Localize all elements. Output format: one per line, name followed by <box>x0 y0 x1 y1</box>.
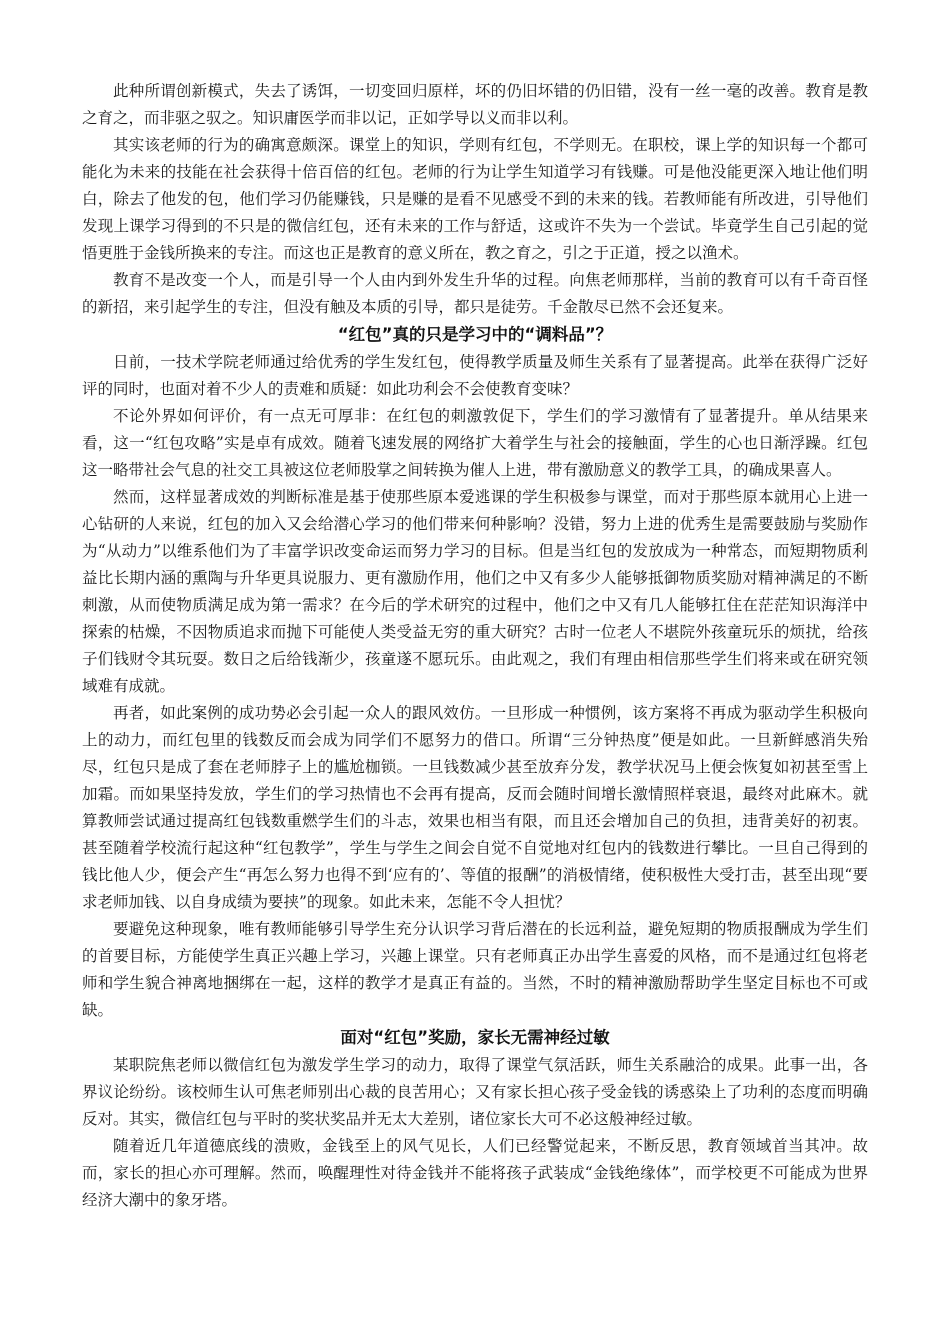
paragraph: 其实该老师的行为的确寓意颇深。课堂上的知识，学则有红包，不学则无。在职校，课上学的知识每一个都可能化为未来的技能在社会获得十倍百倍的红包。老师的行为让学生知道学习有钱赚。可是他没能更深入地让他们明白，除去了他发的包，他们学习仍能赚钱，只是赚的是看不见感受不到的未来的钱。若教师能有所改进，引导他们发现上课学习得到的不只是的微信红包，还有未来的工作与舒适，这或许不失为一个尝试。毕竟学生自己引起的觉悟更胜于金钱所换来的专注。而这也正是教育的意义所在，教之育之，引之于正道，授之以渔术。 <box>82 136 868 262</box>
essay-section <box>82 321 868 1024</box>
essay-section <box>82 1024 868 1214</box>
document-page <box>82 78 868 1214</box>
paragraph: 随着近几年道德底线的溃败，金钱至上的风气见长，人们已经警觉起来，不断反思，教育领域首当其冲。故而，家长的担心亦可理解。然而，唤醒理性对待金钱并不能将孩子武装成“金钱绝缘体”，而学校更不可能成为世界经济大潮中的象牙塔。 <box>82 1137 868 1209</box>
section-heading: 面对“红包”奖励，家长无需神经过敏 <box>340 1028 610 1047</box>
paragraph: 教育不是改变一个人，而是引导一个人由内到外发生升华的过程。向焦老师那样，当前的教育可以有千奇百怪的新招，来引起学生的专注，但没有触及本质的引导，都只是徒劳。千金散尽已然不会还复来。 <box>82 271 868 316</box>
paragraph: 某职院焦老师以微信红包为激发学生学习的动力，取得了课堂气氛活跃，师生关系融洽的成果。此事一出，各界议论纷纷。该校师生认可焦老师别出心裁的良苦用心；又有家长担心孩子受金钱的诱惑染上了功利的态度而明确反对。其实，微信红包与平时的奖状奖品并无太大差别，诸位家长大可不必这般神经过敏。 <box>82 1056 868 1128</box>
paragraph: 不论外界如何评价，有一点无可厚非：在红包的刺激敦促下，学生们的学习激情有了显著提升。单从结果来看，这一“红包攻略”实是卓有成效。随着飞速发展的网络扩大着学生与社会的接触面，学生的心也日渐浮躁。红包这一略带社会气息的社交工具被这位老师股掌之间转换为催人上进，带有激励意义的教学工具，的确成果喜人。 <box>82 407 868 479</box>
paragraph: 要避免这种现象，唯有教师能够引导学生充分认识学习背后潜在的长远利益，避免短期的物质报酬成为学生们的首要目标，方能使学生真正兴趣上学习，兴趣上课堂。只有老师真正办出学生喜爱的风格，而不是通过红包将老师和学生貌合神离地捆绑在一起，这样的教学才是真正有益的。当然，不时的精神激励帮助学生坚定目标也不可或缺。 <box>82 920 868 1019</box>
paragraph: 然而，这样显著成效的判断标准是基于使那些原本爱逃课的学生积极参与课堂，而对于那些原本就用心上进一心钻研的人来说，红包的加入又会给潜心学习的他们带来何种影响？没错，努力上进的优秀生是需要鼓励与奖励作为“从动力”以维系他们为了丰富学识改变命运而努力学习的目标。但是当红包的发放成为一种常态，而短期物质利益比长期内涵的熏陶与升华更具说服力、更有激励作用，他们之中又有多少人能够抵御物质奖励对精神满足的不断刺激，从而使物质满足成为第一需求？在今后的学术研究的过程中，他们之中又有几人能够扛住在茫茫知识海洋中探索的枯燥，不因物质追求而抛下可能使人类受益无穷的重大研究？古时一位老人不堪院外孩童玩乐的烦扰，给孩子们钱财令其玩耍。数日之后给钱渐少，孩童遂不愿玩乐。由此观之，我们有理由相信那些学生们将来或在研究领域难有成就。 <box>82 488 868 695</box>
paragraph: 再者，如此案例的成功势必会引起一众人的跟风效仿。一旦形成一种惯例，该方案将不再成为驱动学生积极向上的动力，而红包里的钱数反而会成为同学们不愿努力的借口。所谓“三分钟热度”便是如此。一旦新鲜感消失殆尽，红包只是成了套在老师脖子上的尴尬枷锁。一旦钱数减少甚至放弃分发，教学状况马上便会恢复如初甚至雪上加霜。而如果坚持发放，学生们的学习热情也不会再有提高，反而会随时间增长激情照样衰退，最终对此麻木。就算教师尝试通过提高红包钱数重燃学生们的斗志，效果也相当有限，而且还会增加自己的负担，违背美好的初衷。甚至随着学校流行起这种“红包教学”，学生与学生之间会自觉不自觉地对红包内的钱数进行攀比。一旦自己得到的钱比他人少，便会产生“再怎么努力也得不到‘应有的’、等值的报酬”的消极情绪，使积极性大受打击，甚至出现“要求老师加钱、以自身成绩为要挟”的现象。如此未来，怎能不令人担忧？ <box>82 704 868 911</box>
paragraph: 日前，一技术学院老师通过给优秀的学生发红包，使得教学质量及师生关系有了显著提高。此举在获得广泛好评的同时，也面对着不少人的责难和质疑：如此功利会不会使教育变味？ <box>82 353 868 398</box>
section-heading: “红包”真的只是学习中的“调料品”？ <box>337 325 613 344</box>
paragraph: 此种所谓创新模式，失去了诱饵，一切变回归原样，坏的仍旧坏错的仍旧错，没有一丝一毫的改善。教育是教之育之，而非驱之驭之。知识庸医学而非以记，正如学导以义而非以利。 <box>82 82 868 127</box>
essay-section <box>82 78 868 321</box>
